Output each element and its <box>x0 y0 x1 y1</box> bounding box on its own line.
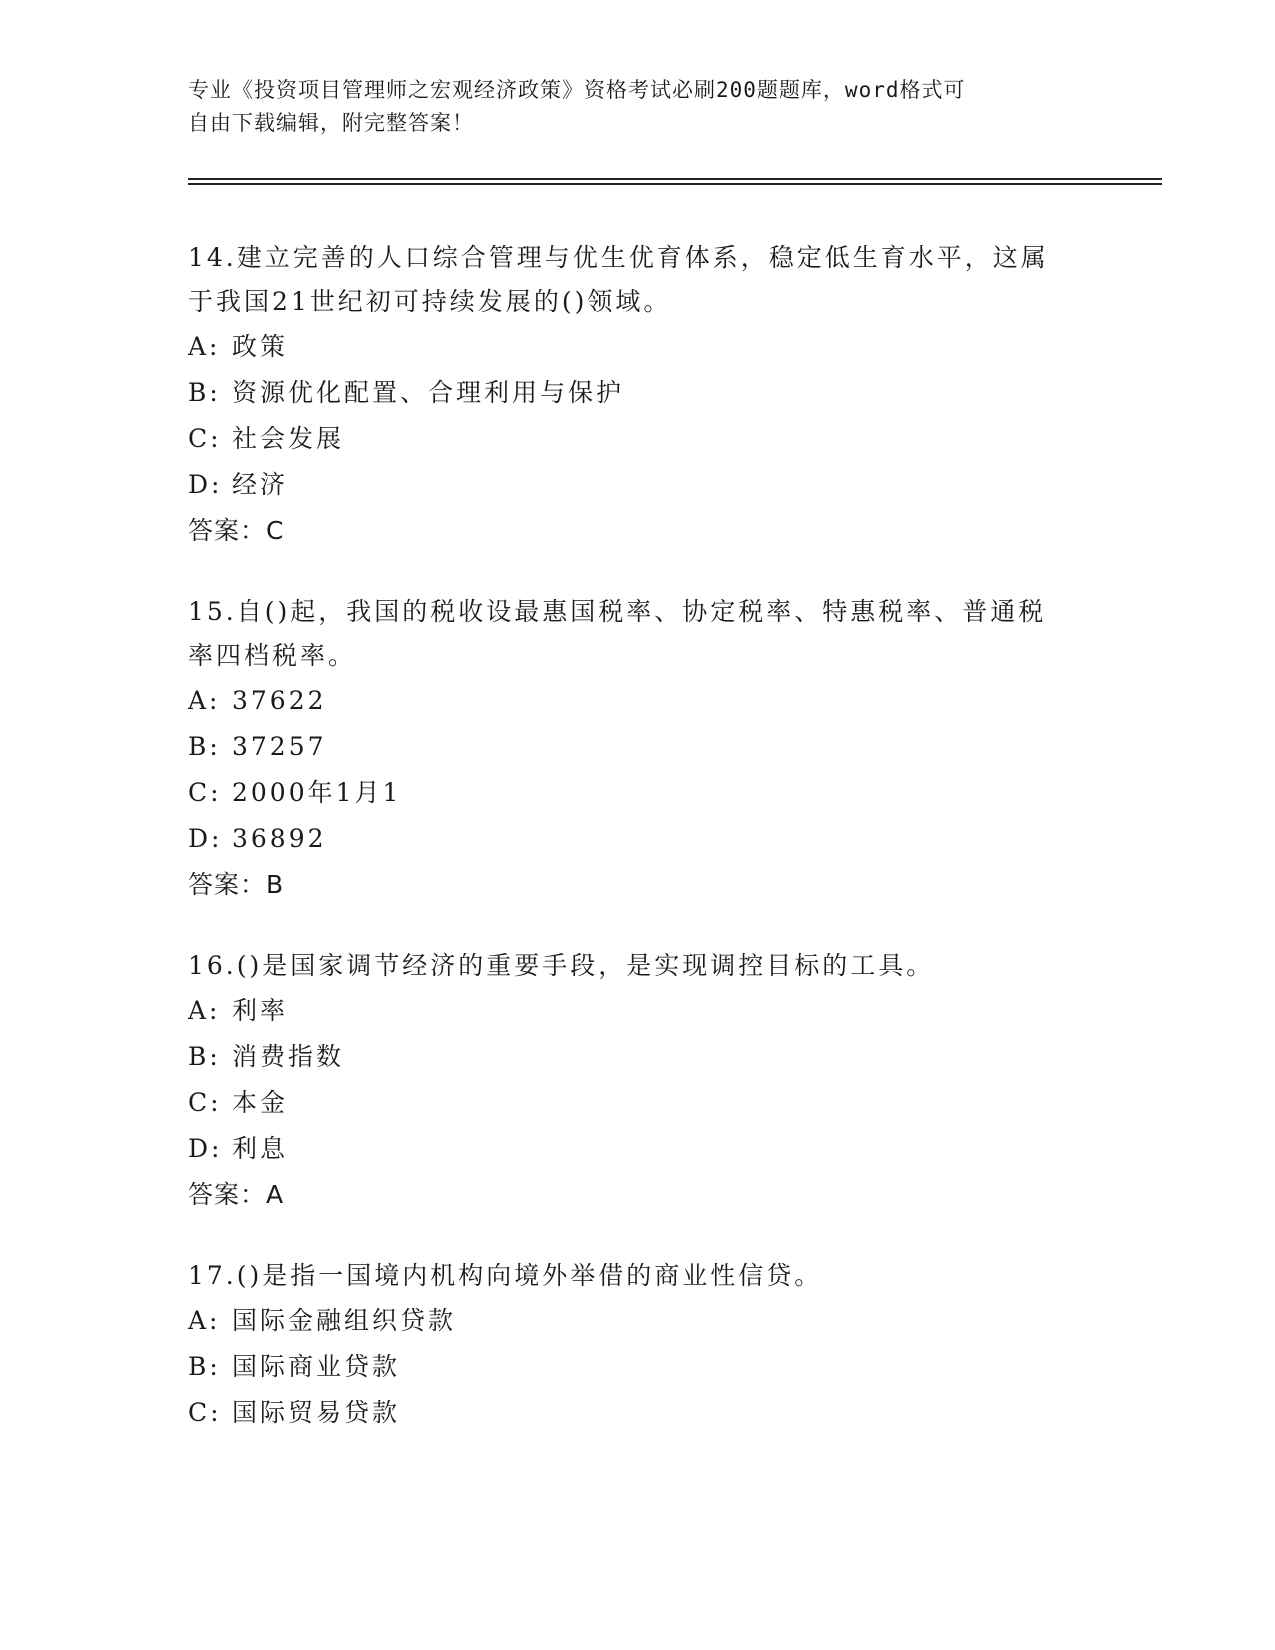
option-text: 社会发展 <box>232 424 345 453</box>
question-stem <box>188 1254 1088 1298</box>
document-header <box>188 74 1088 140</box>
header-divider-top <box>188 178 1162 180</box>
option-key: C: <box>188 778 222 807</box>
question-16 <box>188 944 1088 1218</box>
option-a <box>188 324 1088 370</box>
header-line-1: 专业《投资项目管理师之宏观经济政策》资格考试必刷200题题库，word格式可 <box>188 78 966 102</box>
option-key: A: <box>188 996 221 1025</box>
question-stem-line: 15.自()起，我国的税收设最惠国税率、协定税率、特惠税率、普通税 <box>188 597 1047 626</box>
option-text: 国际金融组织贷款 <box>232 1306 457 1335</box>
option-key: B: <box>188 378 221 407</box>
option-text: 消费指数 <box>232 1042 345 1071</box>
question-stem <box>188 944 1088 988</box>
option-d <box>188 1126 1088 1172</box>
option-b <box>188 370 1088 416</box>
option-text: 经济 <box>232 470 289 499</box>
option-key: D: <box>188 824 223 853</box>
question-14 <box>188 236 1088 554</box>
header-line-2: 自由下载编辑，附完整答案！ <box>188 111 474 135</box>
option-text: 37622 <box>232 686 327 715</box>
option-text: 资源优化配置、合理利用与保护 <box>232 378 625 407</box>
option-text: 本金 <box>232 1088 289 1117</box>
question-stem-line: 17.()是指一国境内机构向境外举借的商业性信贷。 <box>188 1261 823 1290</box>
option-text: 2000年1月1 <box>232 778 402 807</box>
option-text: 国际贸易贷款 <box>232 1398 401 1427</box>
option-key: A: <box>188 332 221 361</box>
question-stem-line: 14.建立完善的人口综合管理与优生优育体系，稳定低生育水平，这属 <box>188 243 1049 272</box>
option-key: C: <box>188 1088 222 1117</box>
option-d <box>188 816 1088 862</box>
option-b <box>188 724 1088 770</box>
option-key: A: <box>188 686 221 715</box>
answer-line: 答案：B <box>188 870 285 899</box>
option-b <box>188 1344 1088 1390</box>
option-b <box>188 1034 1088 1080</box>
option-a <box>188 1298 1088 1344</box>
question-stem-line: 于我国21世纪初可持续发展的()领域。 <box>188 287 672 316</box>
option-text: 利率 <box>232 996 289 1025</box>
option-text: 政策 <box>232 332 289 361</box>
header-divider-bottom <box>188 183 1162 185</box>
question-15 <box>188 590 1088 908</box>
option-c <box>188 770 1088 816</box>
option-key: B: <box>188 1352 221 1381</box>
option-key: D: <box>188 1134 223 1163</box>
option-key: C: <box>188 424 222 453</box>
option-key: C: <box>188 1398 222 1427</box>
option-text: 利息 <box>232 1134 289 1163</box>
question-17 <box>188 1254 1088 1436</box>
question-stem <box>188 236 1088 324</box>
option-key: B: <box>188 1042 221 1071</box>
question-stem-line: 率四档税率。 <box>188 641 357 670</box>
question-stem <box>188 590 1088 678</box>
option-a <box>188 988 1088 1034</box>
option-c <box>188 1080 1088 1126</box>
question-list <box>188 236 1088 1472</box>
question-stem-line: 16.()是国家调节经济的重要手段，是实现调控目标的工具。 <box>188 951 935 980</box>
option-c <box>188 416 1088 462</box>
option-key: B: <box>188 732 221 761</box>
answer-line: 答案：A <box>188 1180 285 1209</box>
option-text: 国际商业贷款 <box>232 1352 401 1381</box>
option-key: A: <box>188 1306 221 1335</box>
option-key: D: <box>188 470 223 499</box>
answer-line: 答案：C <box>188 516 285 545</box>
option-a <box>188 678 1088 724</box>
option-c <box>188 1390 1088 1436</box>
option-text: 37257 <box>232 732 327 761</box>
option-text: 36892 <box>232 824 327 853</box>
option-d <box>188 462 1088 508</box>
